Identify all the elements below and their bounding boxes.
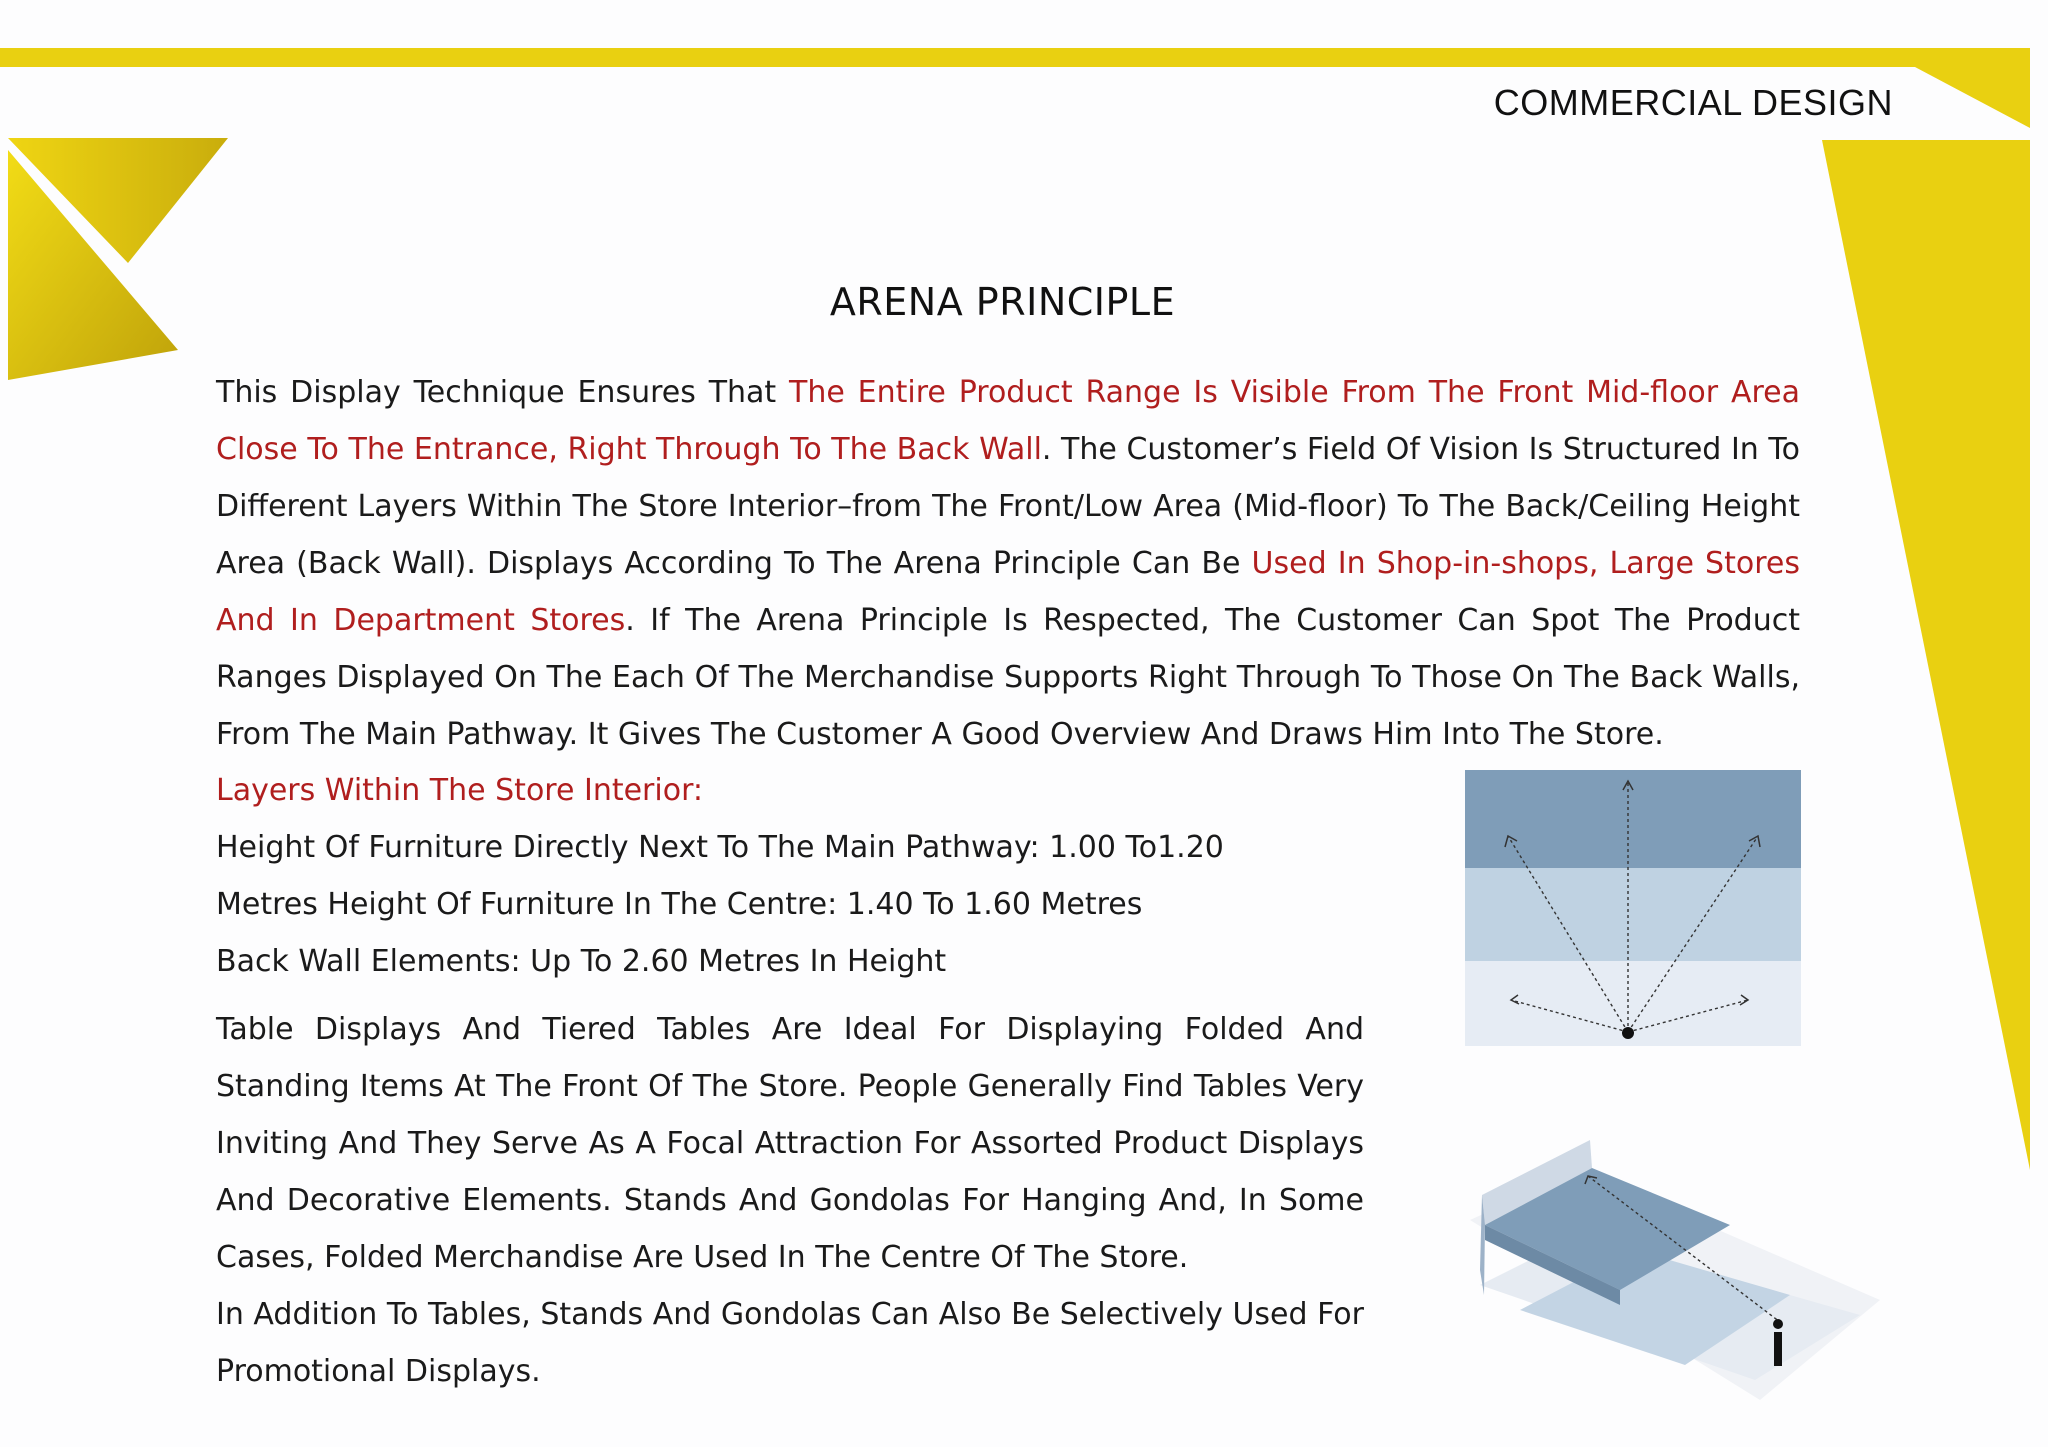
- layers-line: Back Wall Elements: Up To 2.60 Metres In Height: [216, 944, 947, 979]
- intro-paragraph: [216, 364, 1800, 763]
- tables-text-1: Table Displays And Tiered Tables Are Ideal For Displaying Folded And Standing Items At The Front Of The Store. People Generally Find Tables Very Inviting And They Serve As A Focal Attraction For Assorted Product Displays And Decorative Elements. Stands And Gondolas For Hanging And, In Some Cases, Folded Merchandise Are Used In The Centre Of The Store.: [216, 1012, 1364, 1275]
- intro-text-1: This Display Technique Ensures That: [216, 375, 790, 410]
- tables-text-2: In Addition To Tables, Stands And Gondolas Can Also Be Selectively Used For Promotional Displays.: [216, 1297, 1364, 1389]
- intro-text-2: . The Customer’s Field Of Vision Is Structured In To Different Layers Within The Store Interior–from The Front/Low Area (Mid-floor) To The Back/Ceiling Height Area (Back Wall). Displays According To The Arena Principle Can Be: [216, 432, 1800, 581]
- header-label: COMMERCIAL DESIGN: [1493, 82, 1893, 123]
- layers-heading: Layers Within The Store Interior:: [216, 773, 703, 808]
- top-right-accent-wedge: [1915, 67, 2030, 128]
- layers-section: [216, 762, 1416, 990]
- intro-highlight-1: The Entire Product Range Is Visible From The Front Mid-floor Area Close To The Entrance, Right Through To The Back Wall: [216, 375, 1801, 467]
- arena-perspective-diagram: [1460, 1100, 1890, 1430]
- page-title: ARENA PRINCIPLE: [829, 280, 1176, 324]
- arena-layers-diagram: [1463, 768, 1803, 1048]
- layers-line: Height Of Furniture Directly Next To The Main Pathway: 1.00 To1.20: [216, 830, 1224, 865]
- layers-line: Metres Height Of Furniture In The Centre: 1.40 To 1.60 Metres: [216, 887, 1143, 922]
- intro-highlight-2: Used In Shop-in-shops, Large Stores And In Department Stores: [216, 546, 1800, 638]
- top-accent-band: [0, 48, 2030, 67]
- intro-text-3: . If The Arena Principle Is Respected, The Customer Can Spot The Product Ranges Displayed On The Each Of The Merchandise Supports Right Through To Those On The Back Walls, From The Main Pathway. It Gives The Customer A Good Overview And Draws Him Into The Store.: [216, 603, 1801, 752]
- tables-paragraph: [216, 1001, 1364, 1400]
